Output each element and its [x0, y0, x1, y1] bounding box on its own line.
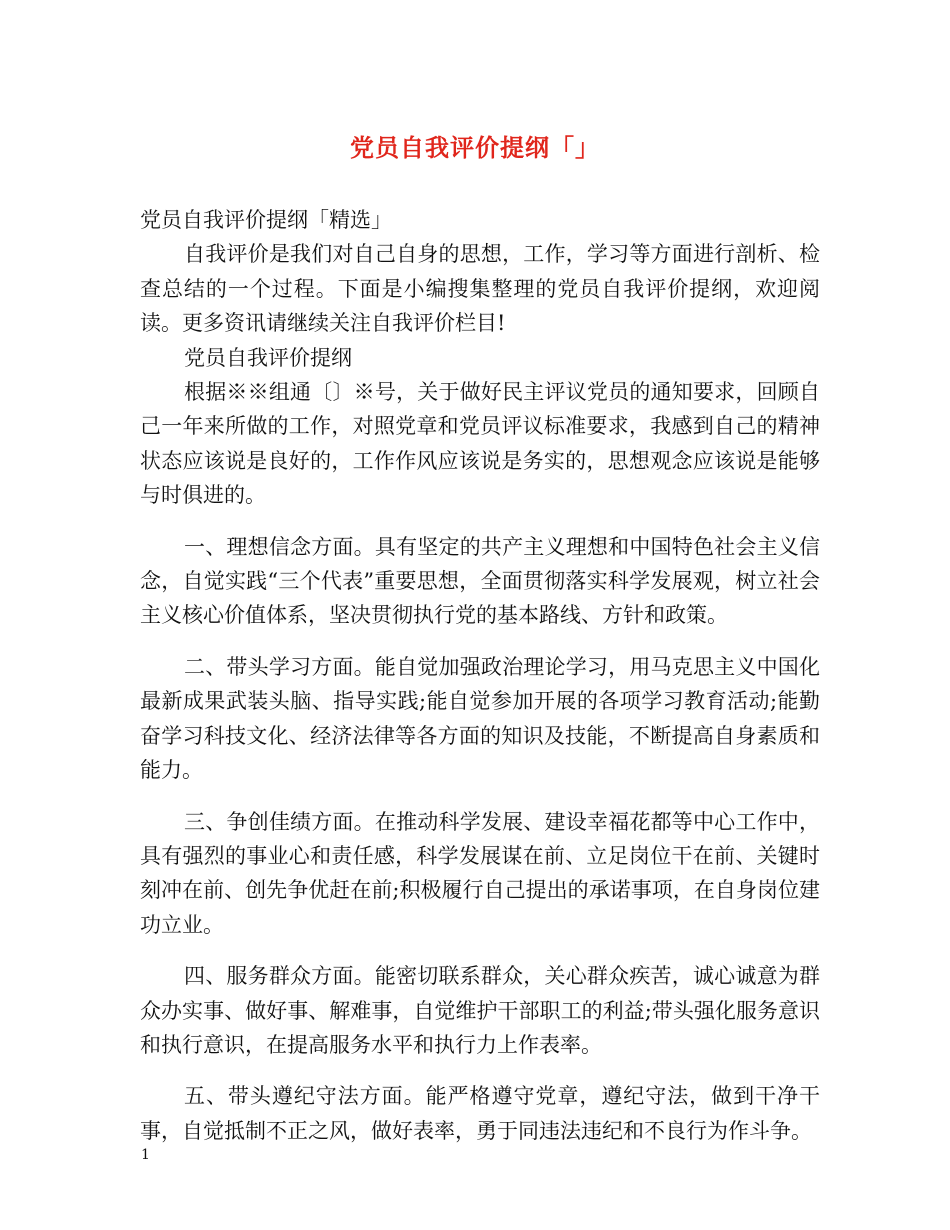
- paragraph-section-3: 三、争创佳绩方面。在推动科学发展、建设幸福花都等中心工作中，具有强烈的事业心和责任感，科学发展谋在前、立足岗位干在前、关键时刻冲在前、创先争优赶在前;积极履行自己提出的承诺事项，在自身岗位建功立业。: [140, 809, 820, 937]
- document-body: [140, 203, 820, 1148]
- document-title: 党员自我评价提纲「」: [350, 133, 600, 162]
- page-number: 1: [141, 1147, 150, 1163]
- paragraph-intro: 自我评价是我们对自己自身的思想，工作，学习等方面进行剖析、检查总结的一个过程。下面是小编搜集整理的党员自我评价提纲，欢迎阅读。更多资讯请继续关注自我评价栏目!: [140, 242, 820, 336]
- paragraph-basis: 根据※※组通〔〕※号，关于做好民主评议党员的通知要求，回顾自己一年来所做的工作，对照党章和党员评议标准要求，我感到自己的精神状态应该说是良好的，工作作风应该说是务实的，思想观念应该说是能够与时俱进的。: [140, 380, 820, 508]
- paragraph-section-1: 一、理想信念方面。具有坚定的共产主义理想和中国特色社会主义信念，自觉实践“三个代表”重要思想，全面贯彻落实科学发展观，树立社会主义核心价值体系，坚决贯彻执行党的基本路线、方针和政策。: [140, 534, 820, 628]
- document-subtitle: 党员自我评价提纲「精选」: [140, 208, 392, 232]
- paragraph-section-4: 四、服务群众方面。能密切联系群众，关心群众疾苦，诚心诚意为群众办实事、做好事、解难事，自觉维护干部职工的利益;带头强化服务意识和执行意识，在提高服务水平和执行力上作表率。: [140, 964, 820, 1057]
- paragraph-section-2: 二、带头学习方面。能自觉加强政治理论学习，用马克思主义中国化最新成果武装头脑、指导实践;能自觉参加开展的各项学习教育活动;能勤奋学习科技文化、经济法律等各方面的知识及技能，不断提高自身素质和能力。: [140, 654, 820, 783]
- paragraph-section-5: 五、带头遵纪守法方面。能严格遵守党章，遵纪守法，做到干净干事，自觉抵制不正之风，做好表率，勇于同违法违纪和不良行为作斗争。: [140, 1084, 820, 1143]
- paragraph-heading: 党员自我评价提纲: [184, 345, 352, 370]
